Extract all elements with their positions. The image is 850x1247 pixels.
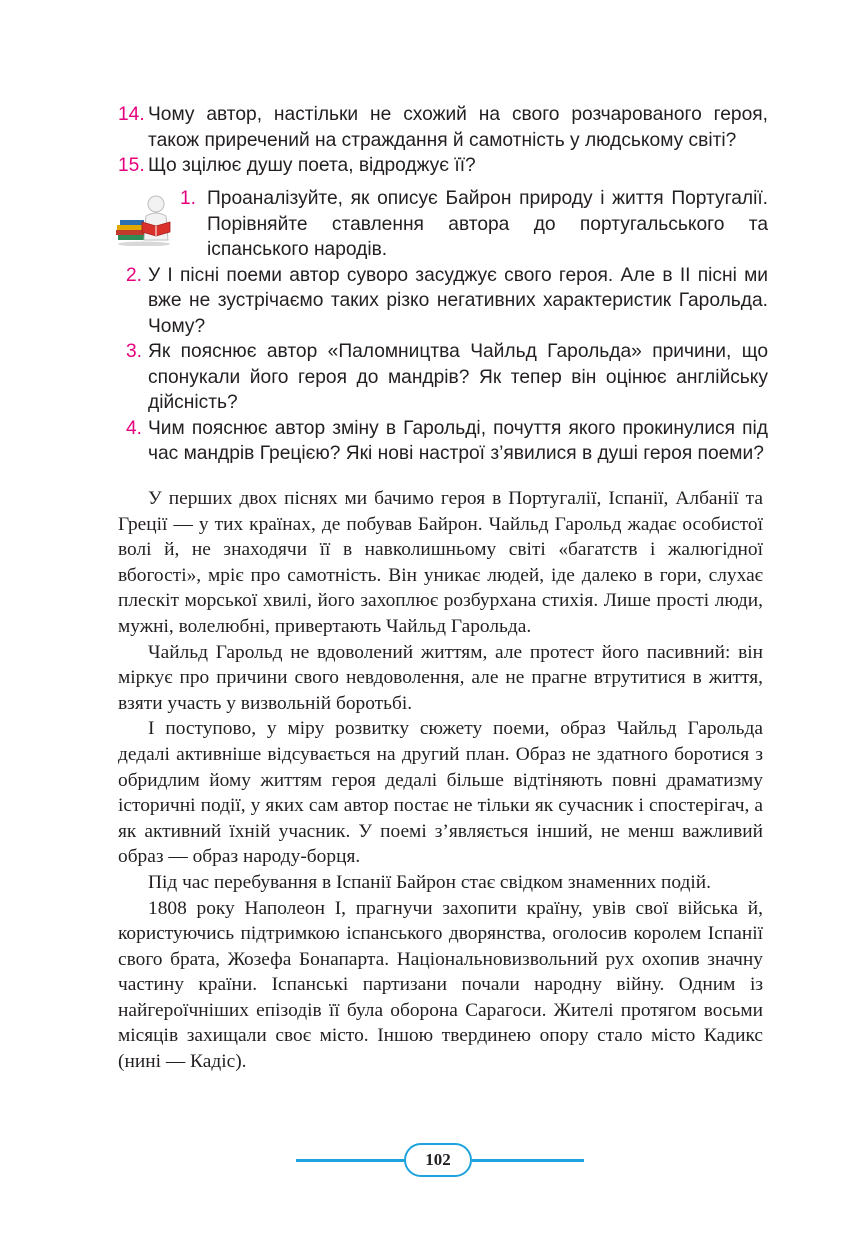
- task-number: 4.: [126, 417, 143, 439]
- question-text: Чому автор, настільки не схожий на свого розчарованого героя, також приречений на страждання й самотність у людському світі?: [148, 104, 768, 151]
- task-number: 2.: [126, 264, 143, 286]
- paragraph: Під час перебування в Іспанії Байрон стає свідком знаменних подій.: [148, 871, 712, 893]
- task-text: Як пояснює автор «Паломництва Чайльд Гарольда» причини, що спонукали його героя до мандрів? Як тепер він оцінює англійську дійсність?: [148, 341, 768, 413]
- question-number: 15.: [118, 155, 145, 176]
- body-text: [118, 486, 763, 1075]
- paragraph: І поступово, у міру розвитку сюжету поеми, образ Чайльд Гарольда дедалі активніше відсувається на другий план. Образ не здатного боротися з обридлим йому життям героя дедалі більше відтіняють повні драматизму історичні події, у яких сам автор постає не тільки як сучасник і спостерігач, а як активний їхній учасник. У поемі з’являється інший, не менш важливий образ — образ народу-борця.: [118, 718, 763, 868]
- task-number: 1.: [180, 188, 197, 209]
- task-block: [118, 186, 768, 467]
- question-list: [118, 102, 768, 179]
- page-footer: [296, 1141, 584, 1181]
- footer-line-left: [296, 1159, 408, 1162]
- question-item: [118, 102, 768, 153]
- question-number: 14.: [118, 104, 145, 125]
- task-item: [118, 416, 768, 467]
- paragraph: 1808 року Наполеон І, прагнучи захопити країну, увів свої війська й, користуючись підтримкою іспанського дворянства, оголосив королем Іспанії свого брата, Жозефа Бонапарта. Національновизвольний рух охопив значну частину країни. Іспанські партизани почали народну війну. Одним із найгероїчніших епізодів її була оборона Сарагоси. Жителі протягом восьми місяців захищали своє місто. Іншою твердинею опору стало місто Кадикс (нині — Кадіс).: [118, 897, 763, 1073]
- paragraph: Чайльд Гарольд не вдоволений життям, але протест його пасивний: він міркує про причини свого невдоволення, але не прагне втрутитися в життя, взяти участь у визвольній боротьбі.: [118, 641, 763, 714]
- question-text: Що зцілює душу поета, відроджує її?: [148, 155, 476, 176]
- task-text: Проаналізуйте, як описує Байрон природу і життя Португалії. Порівняйте ставлення автора до португальського та іспанського народів.: [207, 188, 768, 260]
- task-text: Чим пояснює автор зміну в Гарольді, почуття якого прокинулися під час мандрів Грецією? Які нові настрої з’явилися в душі героя поеми?: [148, 417, 768, 464]
- task-item: [118, 186, 768, 263]
- question-item: [118, 153, 768, 179]
- page-number: 102: [404, 1143, 472, 1177]
- task-item: [118, 263, 768, 340]
- task-item: [118, 339, 768, 416]
- task-text: У І пісні поеми автор суворо засуджує свого героя. Але в ІІ пісні ми вже не зустрічаємо таких різко негативних характеристик Гарольда. Чому?: [148, 264, 768, 337]
- paragraph: У перших двох піснях ми бачимо героя в Португалії, Іспанії, Албанії та Греції — у тих країнах, де побував Байрон. Чайльд Гарольд жадає особистої волі й, не знаходячи її в навколишньому світі «багатств і жалюгідної вбогості», мріє про самотність. Він уникає людей, іде далеко в гори, слухає плескіт морської хвилі, його захоплює розбурхана стихія. Лише прості люди, мужні, волелюбні, привертають Чайльд Гарольда.: [118, 488, 763, 637]
- footer-line-right: [472, 1159, 584, 1162]
- task-number: 3.: [126, 341, 143, 362]
